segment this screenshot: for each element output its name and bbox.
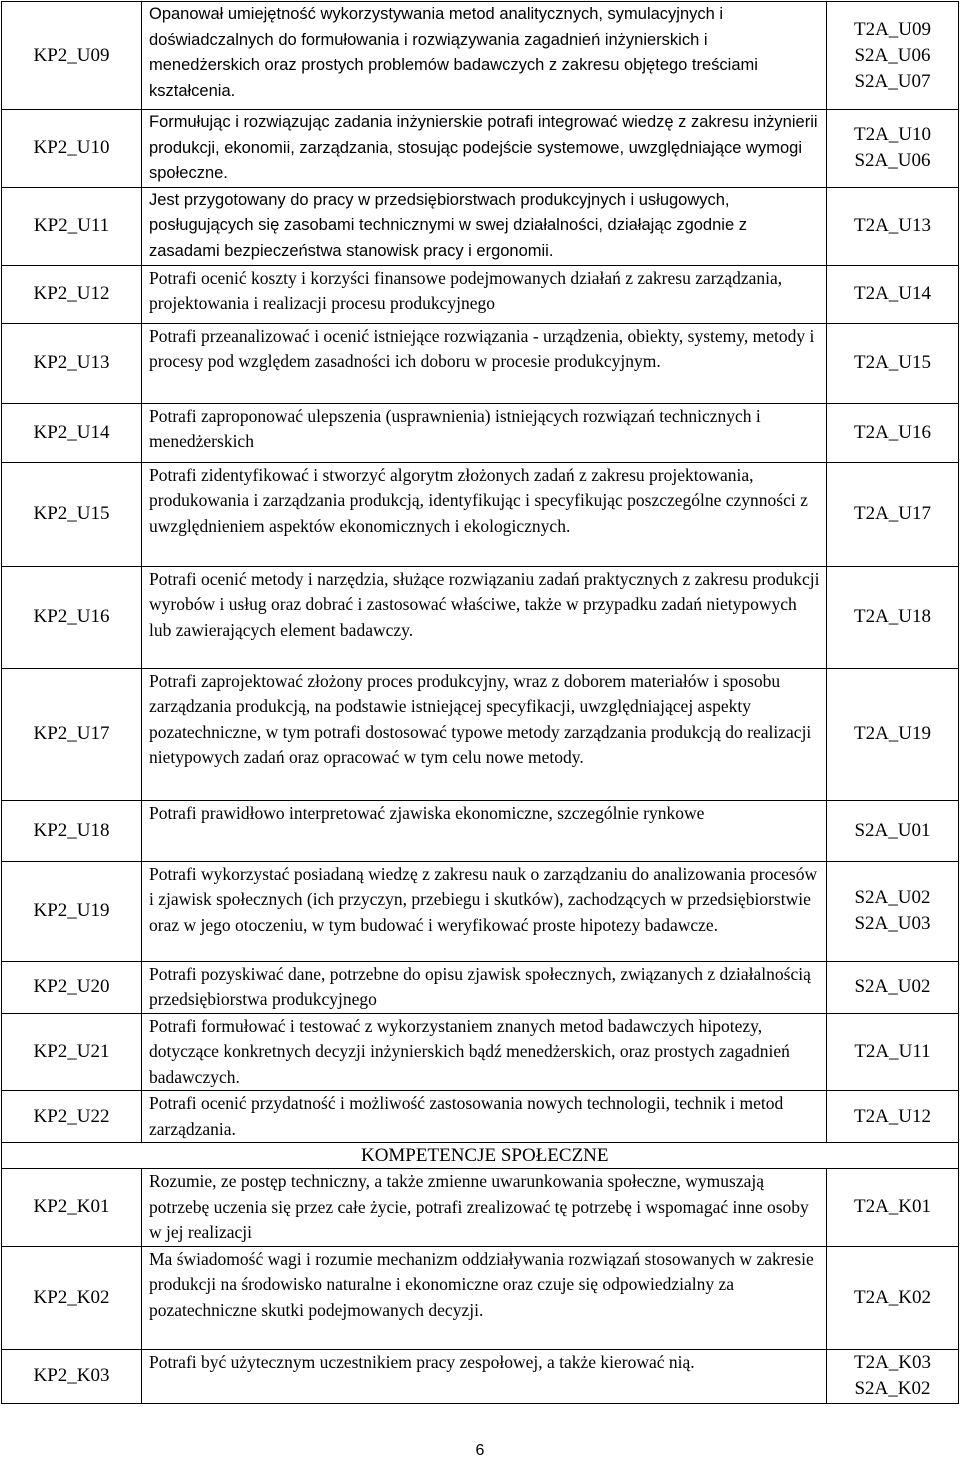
outcome-code: KP2_U21 [2, 1013, 142, 1091]
reference-code: T2A_U13 [853, 215, 932, 236]
table-row [2, 323, 959, 403]
table-row [2, 462, 959, 566]
outcome-code: KP2_U20 [2, 961, 142, 1013]
outcome-code: KP2_U09 [2, 2, 142, 110]
reference-codes [827, 1349, 959, 1403]
reference-code: T2A_U19 [853, 723, 932, 744]
outcome-description: Potrafi zaprojektować złożony proces produkcyjny, wraz z doborem materiałów i sposobu zarządzania produkcją, na podstawie istniejącej specyfikacji, uwzględniającej aspekty pozatechniczne, w tym potrafi dostosować typowe metody zarządzania produkcją do realizacji nietypowych zadań oraz opracować w tym celu nowe metody. [142, 668, 827, 800]
outcome-code: KP2_U14 [2, 403, 142, 462]
table-row [2, 668, 959, 800]
outcome-description: Rozumie, ze postęp techniczny, a także zmienne uwarunkowania społeczne, wymuszają potrzebę uczenia się przez całe życie, potrafi zrealizować tę potrzebę i wspomagać inne osoby w jej realizacji [142, 1169, 827, 1247]
reference-code: T2A_U18 [853, 606, 932, 627]
page-number: 6 [475, 1442, 485, 1459]
reference-code: S2A_U01 [854, 819, 931, 841]
reference-code: S2A_U02 [854, 976, 931, 997]
reference-codes [827, 323, 959, 403]
outcome-code: KP2_K03 [2, 1349, 142, 1403]
reference-codes [827, 2, 959, 110]
outcome-description: Jest przygotowany do pracy w przedsiębiorstwach produkcyjnych i usługowych, posługujących się zasobami technicznymi w swej działalności, działając zgodnie z zasadami bezpieczeństwa stanowisk pracy i ergonomii. [142, 187, 827, 265]
reference-code: S2A_U06 [854, 150, 931, 172]
table-row [2, 1349, 959, 1403]
outcome-description: Potrafi ocenić koszty i korzyści finansowe podejmowanych działań z zakresu zarządzania, projektowania i realizacji procesu produkcyjnego [142, 265, 827, 323]
outcome-code: KP2_U16 [2, 566, 142, 668]
reference-code: T2A_U09 [853, 18, 932, 40]
outcome-code: KP2_U12 [2, 265, 142, 323]
reference-code: S2A_U02 [854, 887, 931, 908]
reference-code: T2A_U12 [853, 1105, 932, 1127]
reference-code: S2A_U07 [854, 70, 931, 92]
reference-codes [827, 462, 959, 566]
outcome-code: KP2_U19 [2, 861, 142, 961]
table-row [2, 187, 959, 265]
reference-codes [827, 961, 959, 1013]
outcome-description: Potrafi formułować i testować z wykorzystaniem znanych metod badawczych hipotezy, dotyczące konkretnych decyzji inżynierskich bądź menedżerskich, oraz prostych zagadnień badawczych. [142, 1013, 827, 1091]
reference-codes [827, 1091, 959, 1143]
outcome-description: Potrafi ocenić przydatność i możliwość zastosowania nowych technologii, technik i metod zarządzania. [142, 1091, 827, 1143]
outcome-code: KP2_U18 [2, 800, 142, 861]
reference-code: T2A_K02 [853, 1286, 932, 1308]
outcome-description: Formułując i rozwiązując zadania inżynierskie potrafi integrować wiedzę z zakresu inżynierii produkcji, ekonomii, zarządzania, stosując podejście systemowe, uwzględniające wymogi społeczne. [142, 110, 827, 188]
reference-codes [827, 566, 959, 668]
table-row [2, 800, 959, 861]
reference-code: T2A_U15 [853, 352, 932, 373]
reference-code: T2A_U10 [853, 124, 932, 146]
reference-code: S2A_U03 [854, 913, 931, 934]
outcome-code: KP2_K02 [2, 1246, 142, 1349]
outcome-description: Potrafi ocenić metody i narzędzia, służące rozwiązaniu zadań praktycznych z zakresu produkcji wyrobów i usług oraz dobrać i zastosować właściwe, także w przypadku zadań nietypowych lub zawierających element badawczy. [142, 566, 827, 668]
reference-code: T2A_U16 [853, 421, 932, 443]
outcome-code: KP2_U17 [2, 668, 142, 800]
outcome-code: KP2_K01 [2, 1169, 142, 1247]
reference-codes [827, 1013, 959, 1091]
outcome-description: Potrafi zaproponować ulepszenia (usprawnienia) istniejących rozwiązań technicznych i menedżerskich [142, 403, 827, 462]
reference-codes [827, 861, 959, 961]
table-row [2, 861, 959, 961]
outcome-description: Potrafi prawidłowo interpretować zjawiska ekonomiczne, szczególnie rynkowe [142, 800, 827, 861]
reference-code: S2A_K02 [854, 1378, 931, 1399]
outcome-description: Potrafi być użytecznym uczestnikiem pracy zespołowej, a także kierować nią. [142, 1349, 827, 1403]
reference-code: T2A_U11 [854, 1040, 931, 1062]
outcome-description: Ma świadomość wagi i rozumie mechanizm oddziaływania rozwiązań stosowanych w zakresie produkcji na środowisko naturalne i ekonomiczne oraz czuje się odpowiedzialny za pozatechniczne skutki podejmowanych decyzji. [142, 1246, 827, 1349]
table-row [2, 1091, 959, 1143]
reference-code: T2A_U17 [853, 503, 932, 524]
table-row [2, 566, 959, 668]
outcome-description: Opanował umiejętność wykorzystywania metod analitycznych, symulacyjnych i doświadczalnych do formułowania i rozwiązywania zagadnień inżynierskich i menedżerskich oraz prostych problemów badawczych z zakresu objętego treściami kształcenia. [142, 2, 827, 110]
section-heading-spacer [2, 1143, 142, 1169]
reference-codes [827, 110, 959, 188]
outcome-description: Potrafi przeanalizować i ocenić istniejące rozwiązania - urządzenia, obiekty, systemy, metody i procesy pod względem zasadności ich doboru w procesie produkcyjnym. [142, 323, 827, 403]
reference-code: T2A_K03 [853, 1352, 932, 1373]
table-row [2, 110, 959, 188]
outcome-description: Potrafi pozyskiwać dane, potrzebne do opisu zjawisk społecznych, związanych z działalnością przedsiębiorstwa produkcyjnego [142, 961, 827, 1013]
reference-codes [827, 1169, 959, 1247]
outcome-code: KP2_U10 [2, 110, 142, 188]
reference-codes [827, 668, 959, 800]
table-row [2, 1246, 959, 1349]
reference-codes [827, 1246, 959, 1349]
reference-code: T2A_K01 [853, 1196, 932, 1218]
reference-codes [827, 403, 959, 462]
section-heading: KOMPETENCJE SPOŁECZNE [142, 1143, 959, 1169]
reference-codes [827, 265, 959, 323]
table-row [2, 2, 959, 110]
table-row [2, 1169, 959, 1247]
outcome-code: KP2_U22 [2, 1091, 142, 1143]
reference-code: S2A_U06 [854, 44, 931, 66]
outcome-code: KP2_U15 [2, 462, 142, 566]
outcome-code: KP2_U11 [2, 187, 142, 265]
reference-codes [827, 187, 959, 265]
table-row [2, 1013, 959, 1091]
outcome-code: KP2_U13 [2, 323, 142, 403]
outcome-description: Potrafi zidentyfikować i stworzyć algorytm złożonych zadań z zakresu projektowania, produkowania i zarządzania produkcją, identyfikując i specyfikując poszczególne czynności z uwzględnieniem aspektów ekonomicznych i ekologicznych. [142, 462, 827, 566]
reference-codes [827, 800, 959, 861]
table-row [2, 265, 959, 323]
learning-outcomes-table [1, 1, 959, 1404]
outcome-description: Potrafi wykorzystać posiadaną wiedzę z zakresu nauk o zarządzaniu do analizowania procesów i zjawisk społecznych (ich przyczyn, przebiegu i skutków), zachodzących w przedsiębiorstwie oraz w jego otoczeniu, w tym budować i weryfikować proste hipotezy badawcze. [142, 861, 827, 961]
table-row [2, 403, 959, 462]
table-row [2, 961, 959, 1013]
section-heading-row [2, 1143, 959, 1169]
reference-code: T2A_U14 [853, 283, 932, 304]
